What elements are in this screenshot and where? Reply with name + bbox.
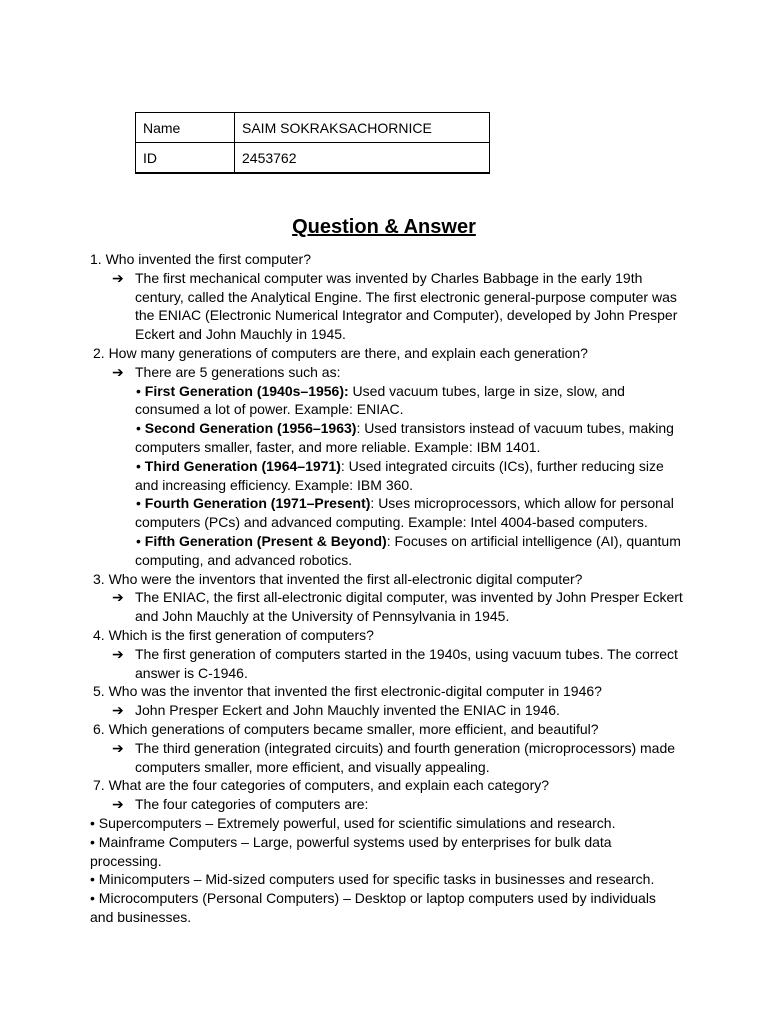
- answer-1-line: century, called the Analytical Engine. The first electronic general-purpose computer was: [135, 288, 677, 305]
- generation-item: • First Generation (1940s–1956): Used vacuum tubes, large in size, slow, and: [136, 382, 625, 399]
- id-row: [136, 143, 490, 174]
- student-info-table: [135, 112, 490, 174]
- page-title: Question & Answer: [292, 216, 476, 238]
- arrow-icon: ➔: [112, 645, 124, 662]
- arrow-icon: ➔: [112, 739, 124, 756]
- generation-item: • Third Generation (1964–1971): Used integrated circuits (ICs), further reducing size: [136, 457, 664, 474]
- generation-name: Fifth Generation (Present & Beyond): [144, 532, 387, 549]
- answer-2-intro: ➔ There are 5 generations such as:: [112, 363, 341, 380]
- id-value: 2453762: [235, 143, 490, 174]
- name-label: Name: [136, 113, 235, 143]
- answer-5-line: ➔ John Presper Eckert and John Mauchly invented the ENIAC in 1946.: [112, 702, 560, 719]
- category-item: • Microcomputers (Personal Computers) – Desktop or laptop computers used by individuals: [90, 890, 656, 907]
- answer-6-line: computers smaller, more efficient, and visually appealing.: [135, 758, 490, 775]
- question-6: 6. Which generations of computers became smaller, more efficient, and beautiful?: [93, 720, 599, 737]
- answer-3-line: ➔ The ENIAC, the first all-electronic digital computer, was invented by John Presper Eckert: [112, 589, 683, 606]
- category-item: • Minicomputers – Mid-sized computers used for specific tasks in businesses and research.: [90, 871, 655, 888]
- answer-4-line: ➔ The first generation of computers started in the 1940s, using vacuum tubes. The correct: [112, 645, 678, 662]
- generation-item-cont: computers (PCs) and advanced computing. Example: Intel 4004-based computers.: [135, 514, 648, 531]
- generation-name: Fourth Generation (1971–Present): [144, 495, 371, 512]
- arrow-icon: ➔: [112, 269, 124, 286]
- answer-1-line: the ENIAC (Electronic Numerical Integrator and Computer), developed by John Presper: [135, 307, 678, 324]
- question-5: 5. Who was the inventor that invented the first electronic-digital computer in 1946?: [93, 683, 602, 700]
- arrow-icon: ➔: [112, 589, 124, 606]
- generation-name: Third Generation (1964–1971): [144, 457, 341, 474]
- answer-7-intro: ➔ The four categories of computers are:: [112, 796, 369, 813]
- question-7: 7. What are the four categories of computers, and explain each category?: [93, 777, 550, 794]
- arrow-icon: ➔: [112, 363, 124, 380]
- id-label: ID: [136, 143, 235, 174]
- generation-item: • Fifth Generation (Present & Beyond): Focuses on artificial intelligence (AI), quantum: [136, 532, 681, 549]
- question-4: 4. Which is the first generation of computers?: [93, 626, 374, 643]
- category-item: • Mainframe Computers – Large, powerful systems used by enterprises for bulk data: [90, 833, 612, 850]
- generation-item-cont: computers smaller, faster, and more reliable. Example: IBM 1401.: [135, 438, 541, 455]
- name-row: [136, 113, 490, 143]
- answer-3-line: and John Mauchly at the University of Pennsylvania in 1945.: [135, 608, 510, 625]
- category-item-cont: and businesses.: [90, 908, 192, 925]
- answer-1-line: Eckert and John Mauchly in 1945.: [135, 326, 346, 343]
- answer-4-line: answer is C-1946.: [135, 664, 248, 681]
- arrow-icon: ➔: [112, 796, 124, 813]
- category-item-cont: processing.: [90, 852, 162, 869]
- generation-item: • Second Generation (1956–1963): Used transistors instead of vacuum tubes, making: [136, 420, 674, 437]
- arrow-icon: ➔: [112, 702, 124, 719]
- generation-item-cont: computing, and advanced robotics.: [135, 551, 353, 568]
- generation-name: First Generation (1940s–1956):: [144, 382, 349, 399]
- question-answer-list: [0, 250, 768, 927]
- generation-item-cont: and increasing efficiency. Example: IBM 360.: [135, 476, 414, 493]
- question-3: 3. Who were the inventors that invented the first all-electronic digital computer?: [93, 570, 583, 587]
- question-2: 2. How many generations of computers are there, and explain each generation?: [93, 344, 588, 361]
- category-item: • Supercomputers – Extremely powerful, used for scientific simulations and research.: [90, 814, 616, 831]
- generation-item-cont: consumed a lot of power. Example: ENIAC.: [135, 401, 404, 418]
- answer-6-line: ➔ The third generation (integrated circuits) and fourth generation (microprocessors) made: [112, 739, 676, 756]
- question-1: 1. Who invented the first computer?: [90, 251, 311, 267]
- name-value: SAIM SOKRAKSACHORNICE: [235, 113, 490, 143]
- generation-item: • Fourth Generation (1971–Present): Uses microprocessors, which allow for personal: [136, 495, 674, 512]
- answer-1-line: ➔ The first mechanical computer was invented by Charles Babbage in the early 19th: [112, 269, 643, 286]
- generation-name: Second Generation (1956–1963): [144, 420, 357, 437]
